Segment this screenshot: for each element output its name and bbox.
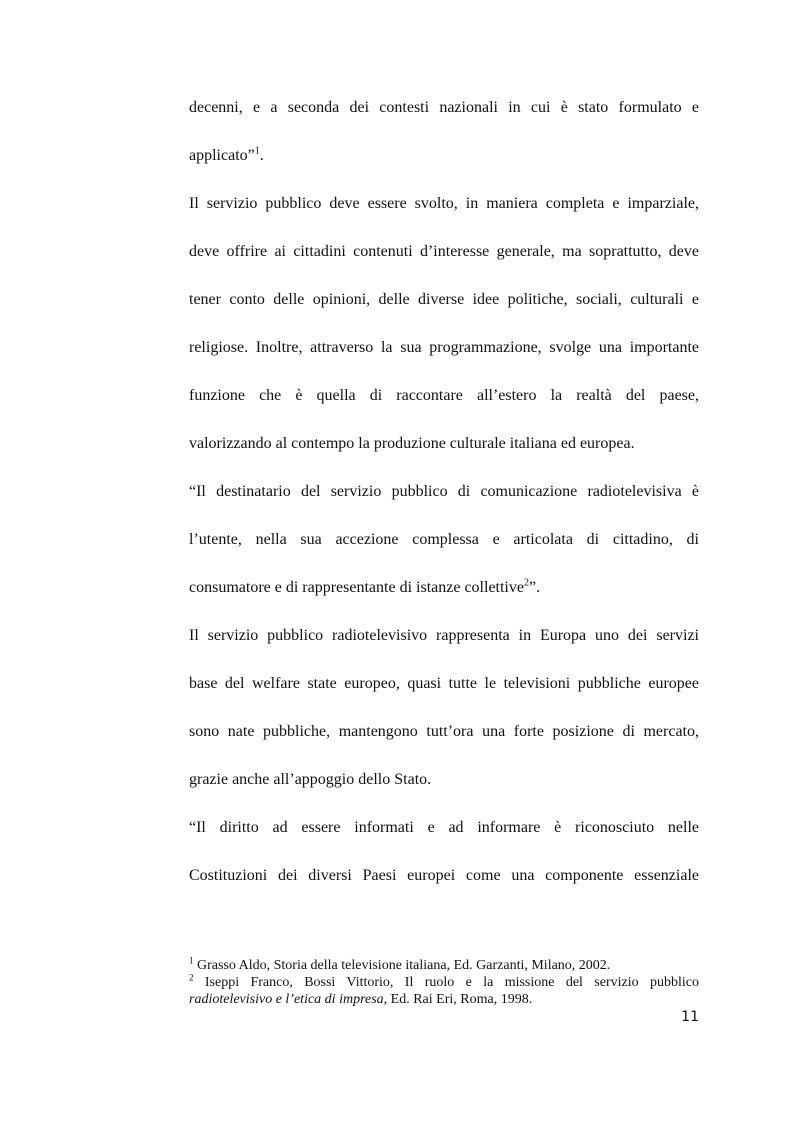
body-line-15: grazie anche all’appoggio dello Stato. bbox=[189, 771, 432, 788]
body-line-10: l’utente, nella sua accezione complessa e articolata di cittadino, di bbox=[189, 531, 699, 548]
footnote-ref-2[interactable]: 2 bbox=[523, 577, 529, 589]
footnote-ref-1[interactable]: 1 bbox=[254, 145, 260, 157]
body-line-1: decenni, e a seconda dei contesti nazionali in cui è stato formulato e bbox=[189, 99, 699, 116]
body-line-16: “Il diritto ad essere informati e ad informare è riconosciuto nelle bbox=[189, 819, 699, 836]
footnote-1 bbox=[189, 957, 699, 974]
body-line-7: funzione che è quella di raccontare all’estero la realtà del paese, bbox=[189, 387, 699, 404]
body-line-8: valorizzando al contempo la produzione culturale italiana ed europea. bbox=[189, 435, 635, 452]
body-line-3: Il servizio pubblico deve essere svolto, in maniera completa e imparziale, bbox=[189, 195, 699, 212]
body-line-12: Il servizio pubblico radiotelevisivo rappresenta in Europa uno dei servizi bbox=[189, 627, 699, 644]
footnote-2-line-1: $^2$ Iseppi Franco, Bossi Vittorio, Il ruolo e la missione del servizio pubblico bbox=[189, 972, 699, 990]
body-line-5: tener conto delle opinioni, delle diverse idee politiche, sociali, culturali e bbox=[189, 291, 699, 308]
body-line-11: consumatore e di rappresentante di istanze collettive$^2$”. bbox=[189, 577, 541, 596]
body-line-14: sono nate pubbliche, mantengono tutt’ora una forte posizione di mercato, bbox=[189, 723, 699, 740]
footnote-1-line: $^1$ Grasso Aldo, Storia della televisione italiana, Ed. Garzanti, Milano, 2002. bbox=[189, 955, 611, 973]
body-line-2: applicato”$^1$. bbox=[189, 145, 264, 164]
body-line-6: religiose. Inoltre, attraverso la sua programmazione, svolge una importante bbox=[189, 339, 699, 356]
footnote-2 bbox=[189, 974, 699, 1008]
body-line-9: “Il destinatario del servizio pubblico di comunicazione radiotelevisiva è bbox=[189, 483, 699, 500]
footnote-2-italic-title: radiotelevisivo e l’etica di impresa bbox=[189, 992, 384, 1007]
footnote-1-mark: 1 bbox=[189, 955, 194, 966]
body-line-17: Costituzioni dei diversi Paesi europei come una componente essenziale bbox=[189, 867, 699, 884]
footnote-2-line-2: radiotelevisivo e l’etica di impresa, Ed. Rai Eri, Roma, 1998. bbox=[189, 992, 533, 1007]
footnote-2-mark: 2 bbox=[189, 972, 194, 983]
body-line-4: deve offrire ai cittadini contenuti d’interesse generale, ma soprattutto, deve bbox=[189, 243, 699, 260]
body-line-13: base del welfare state europeo, quasi tutte le televisioni pubbliche europee bbox=[189, 675, 699, 692]
page-number: 11 bbox=[681, 1009, 699, 1025]
